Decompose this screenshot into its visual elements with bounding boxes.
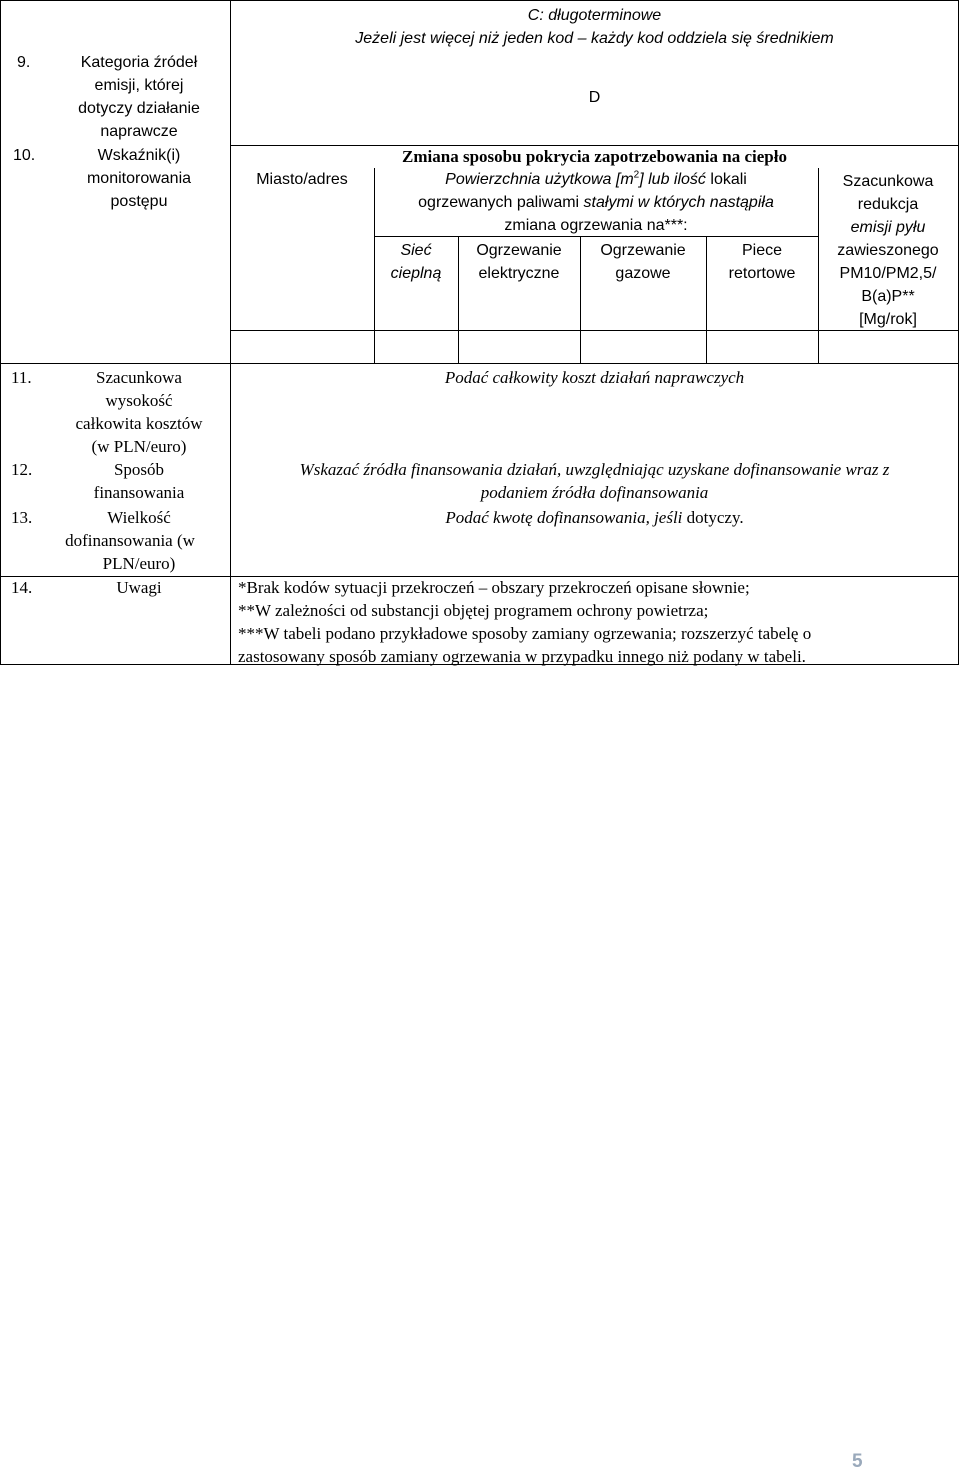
remark-line: ***W tabeli podano przykładowe sposoby zamiany ogrzewania; rozszerzyć tabelę o	[238, 624, 812, 643]
city-column-header: Miasto/adres	[256, 171, 348, 188]
row-label-line: Szacunkowa	[96, 368, 182, 387]
page-number: 5	[852, 1451, 863, 1472]
reduction-header-line: emisji pyłu	[850, 219, 926, 236]
row-number: 9.	[17, 54, 31, 71]
category-text: C: długoterminowe	[527, 7, 662, 24]
reduction-header-line: zawieszonego	[837, 242, 939, 259]
row-number: 14.	[11, 578, 33, 597]
subcol-electric-heating: Ogrzewanie	[476, 242, 562, 259]
subcol-district-heating: cieplną	[390, 265, 442, 282]
area-header-part: lokali	[705, 171, 747, 188]
row-label: Uwagi	[116, 578, 162, 597]
cofinancing-text-part: dotyczy.	[686, 508, 744, 527]
reduction-header-line: Szacunkowa	[842, 173, 934, 190]
reduction-header-line: PM10/PM2,5/	[839, 265, 937, 282]
cofinancing-text-part: Podać kwotę dofinansowania, jeśli	[445, 508, 687, 527]
cofinancing-text	[230, 506, 959, 529]
subcol-district-heating: Sieć	[400, 242, 432, 259]
financing-text: Wskazać źródła finansowania działań, uwzględniając uzyskane dofinansowanie wraz z	[299, 460, 890, 479]
row-label-line: wysokość	[105, 391, 173, 410]
row-label-line: Kategoria źródeł	[80, 54, 198, 71]
total-cost-text: Podać całkowity koszt działań naprawczych	[444, 368, 745, 387]
row-label-line: dotyczy działanie	[78, 100, 200, 117]
row-number: 10.	[13, 147, 36, 164]
remark-line: *Brak kodów sytuacji przekroczeń – obszary przekroczeń opisane słownie;	[238, 578, 750, 597]
row-label-line: Wielkość	[107, 508, 171, 527]
remark-line: **W zależności od substancji objętej programem ochrony powietrza;	[238, 601, 709, 620]
row-label-line: monitorowania	[86, 170, 192, 187]
reduction-header-line: B(a)P**	[861, 288, 915, 305]
area-header-line: zmiana ogrzewania na***:	[504, 217, 688, 234]
row-number: 11.	[11, 368, 32, 387]
row-label-line: finansowania	[93, 483, 185, 502]
area-header-line	[374, 168, 818, 191]
category-text: Jeżeli jest więcej niż jeden kod – każdy kod oddziela się średnikiem	[355, 30, 834, 47]
row-label-line: PLN/euro)	[102, 554, 176, 573]
subcol-electric-heating: elektryczne	[478, 265, 560, 282]
row-number: 12.	[11, 460, 33, 479]
reduction-header-line: redukcja	[857, 196, 919, 213]
row-label-line: całkowita kosztów	[75, 414, 203, 433]
area-header-sup: 2	[633, 169, 640, 181]
area-header-part: ogrzewanych paliwami	[418, 194, 584, 211]
row-label-line: naprawcze	[100, 123, 178, 140]
row-label-line: postępu	[110, 193, 168, 210]
subcol-retort-stoves: retortowe	[728, 265, 796, 282]
indicator-title: Zmiana sposobu pokrycia zapotrzebowania na ciepło	[402, 147, 787, 166]
remark-line: zastosowany sposób zamiany ogrzewania w przypadku innego niż podany w tabeli.	[238, 647, 806, 666]
area-header-part: stałymi w których nastąpiła	[583, 194, 774, 211]
category-code: D	[588, 89, 601, 106]
row-label-line: emisji, której	[94, 77, 184, 94]
subcol-gas-heating: Ogrzewanie	[600, 242, 686, 259]
row-label-line: Wskaźnik(i)	[97, 147, 181, 164]
financing-text: podaniem źródła dofinansowania	[480, 483, 709, 502]
area-header-part: Powierzchnia użytkowa [m	[445, 171, 634, 188]
row-label-line: dofinansowania (w	[65, 531, 195, 550]
area-header-line	[374, 191, 818, 214]
reduction-header-line: [Mg/rok]	[859, 311, 917, 328]
subcol-retort-stoves: Piece	[741, 242, 783, 259]
row-number: 13.	[11, 508, 33, 527]
subcol-gas-heating: gazowe	[615, 265, 671, 282]
area-header-part: ] lub ilość	[639, 171, 706, 188]
row-label-line: (w PLN/euro)	[91, 437, 187, 456]
row-label-line: Sposób	[113, 460, 165, 479]
